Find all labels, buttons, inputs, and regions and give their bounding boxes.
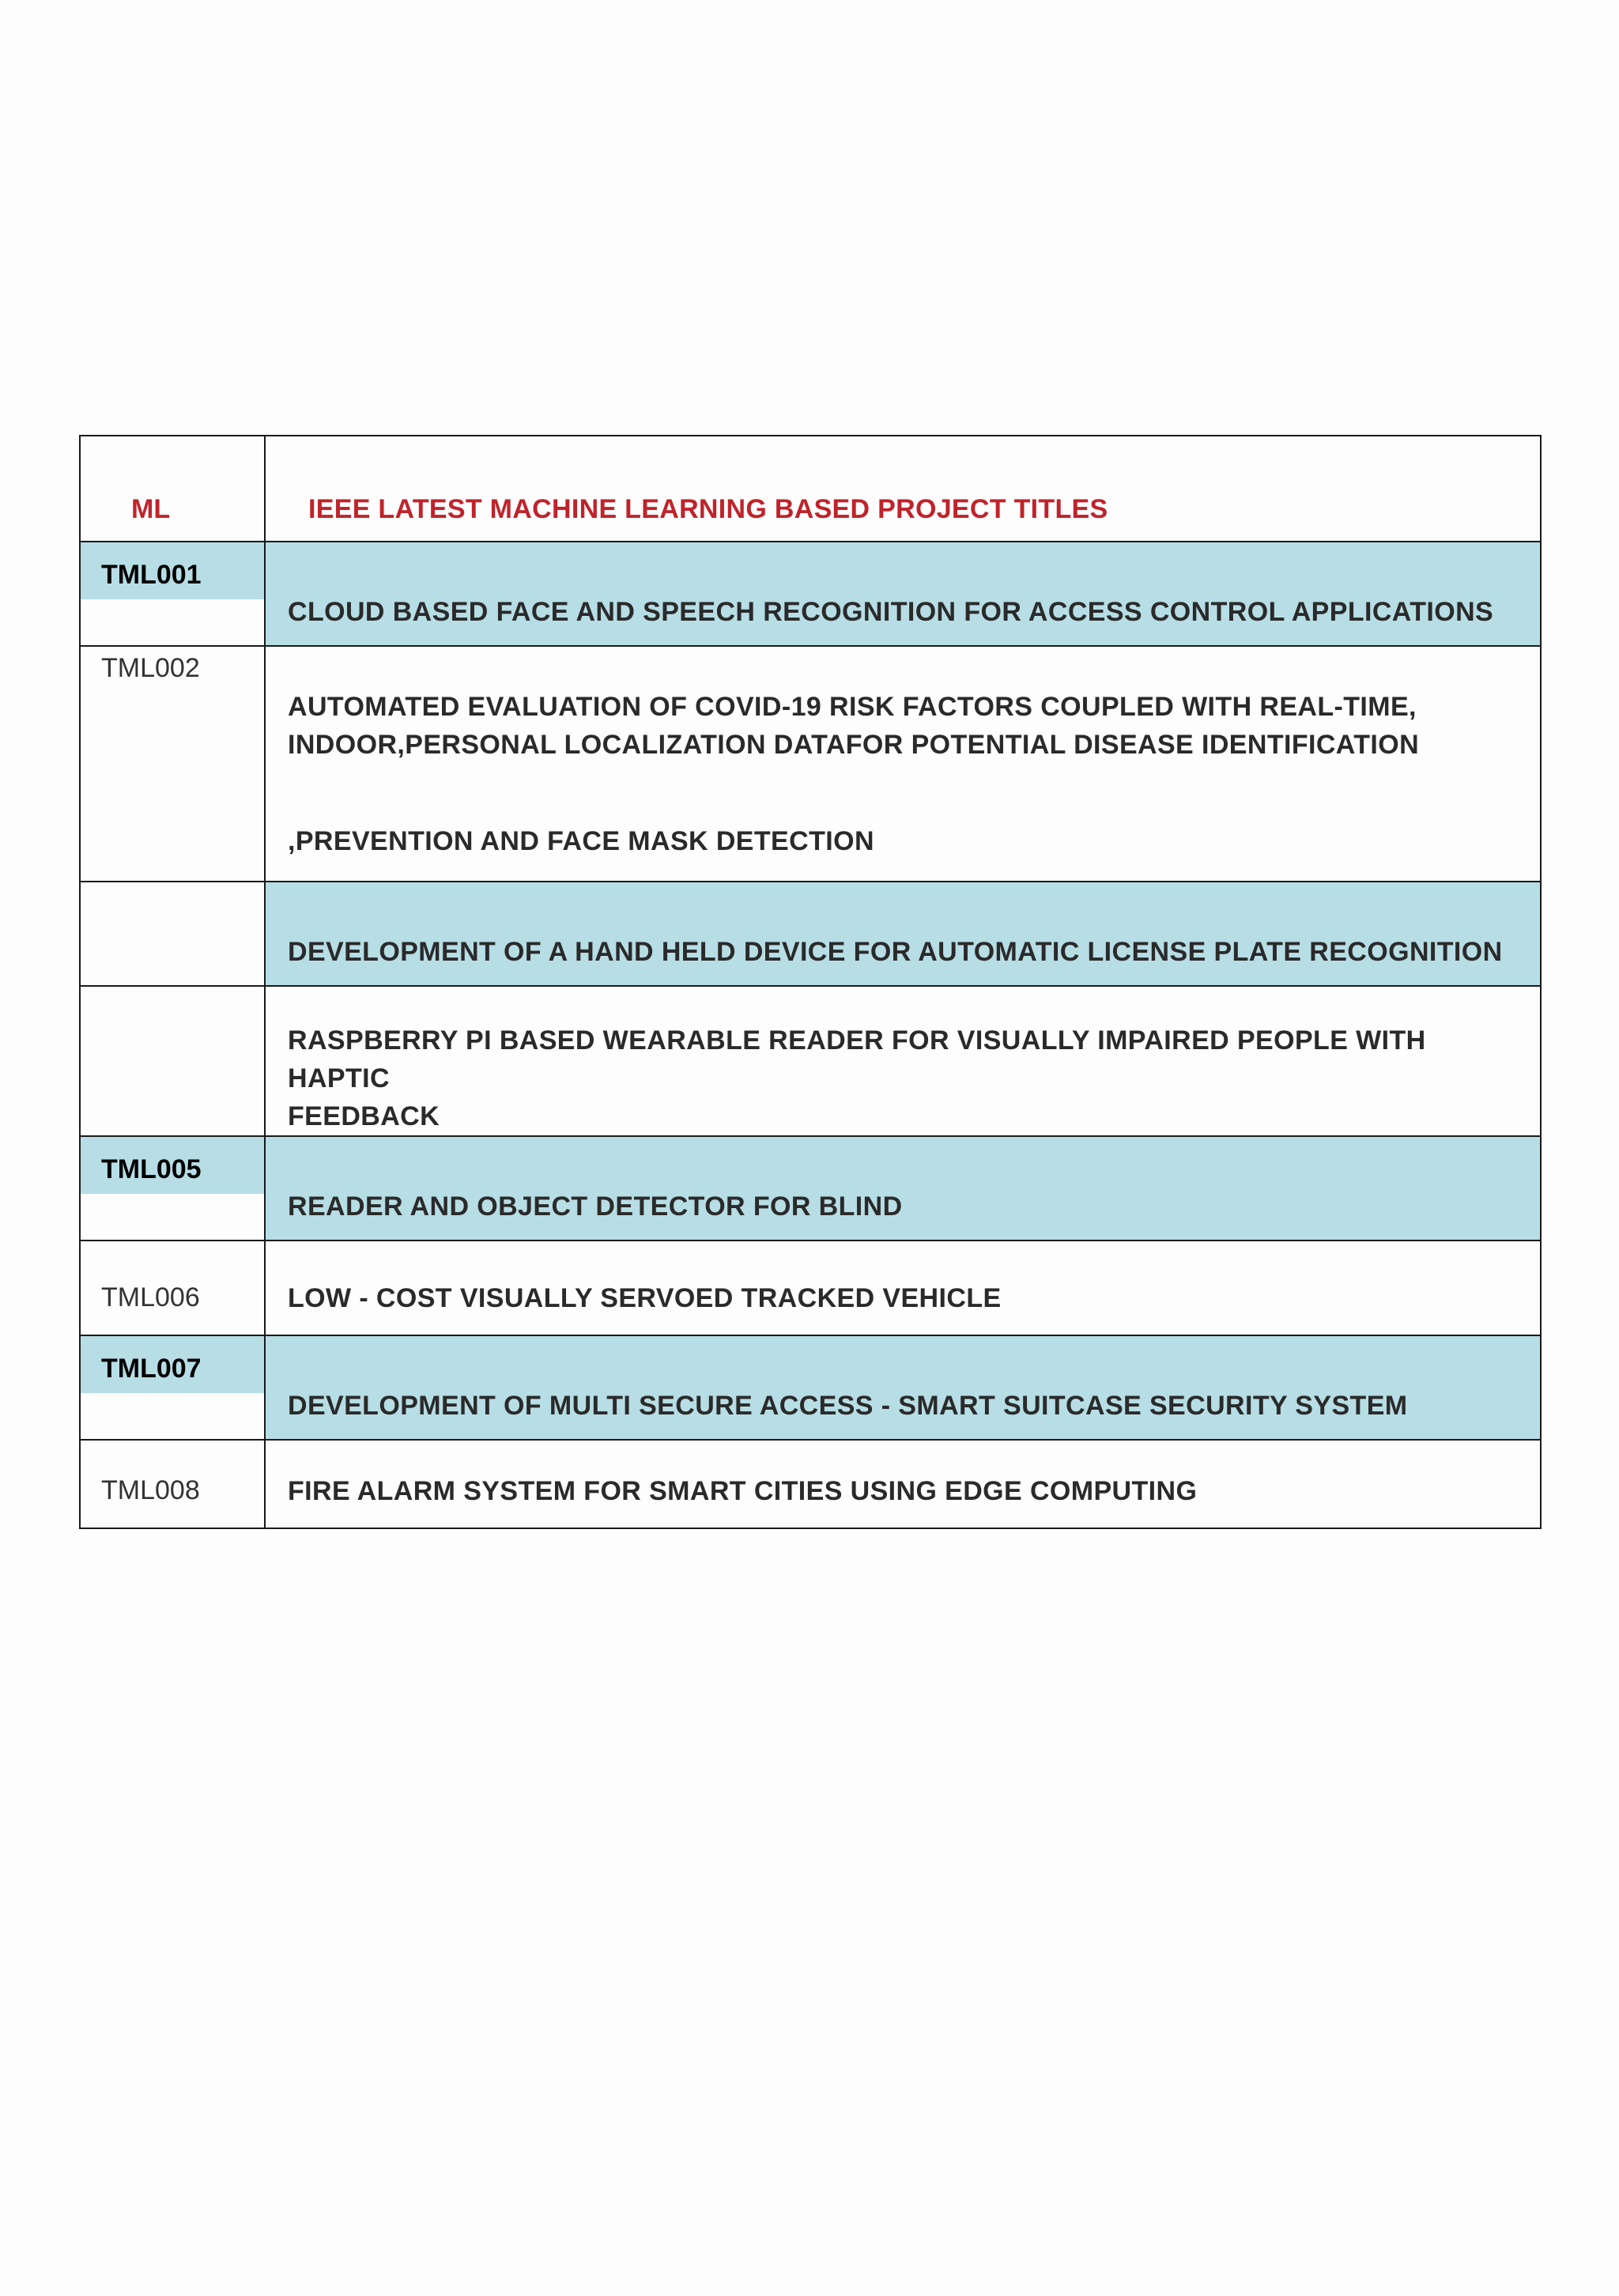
table-row: [80, 1136, 1541, 1241]
project-code: TML008: [101, 1475, 200, 1505]
project-code: TML002: [101, 653, 200, 683]
table-row: [80, 646, 1541, 882]
header-code-cell: [80, 436, 265, 542]
title-cell: [265, 1241, 1541, 1335]
code-cell: [80, 542, 265, 646]
project-code: TML001: [101, 560, 202, 590]
code-cell: [80, 1241, 265, 1335]
project-title: [288, 1472, 1505, 1510]
code-cell: [80, 1440, 265, 1528]
project-title: [288, 593, 1505, 631]
project-title: [288, 1279, 1505, 1317]
title-line: DEVELOPMENT OF MULTI SECURE ACCESS - SMART SUITCASE SECURITY SYSTEM: [288, 1391, 1408, 1421]
table-row: [80, 882, 1541, 986]
header-code: ML: [131, 494, 171, 524]
title-line: FIRE ALARM SYSTEM FOR SMART CITIES USING EDGE COMPUTING: [288, 1476, 1198, 1506]
title-cell: [265, 1136, 1541, 1241]
project-code: TML006: [101, 1282, 200, 1312]
project-title-continued: [288, 822, 1505, 860]
title-line: FEEDBACK: [288, 1101, 440, 1131]
title-cell: [265, 986, 1541, 1136]
code-cell: [80, 646, 265, 882]
project-title: [288, 688, 1505, 764]
code-cell: [80, 986, 265, 1136]
title-cell: [265, 882, 1541, 986]
project-code: TML007: [101, 1354, 202, 1384]
project-titles-table: [79, 435, 1542, 1529]
title-cell: [265, 646, 1541, 882]
project-title: [288, 933, 1505, 971]
header-title: IEEE LATEST MACHINE LEARNING BASED PROJECT TITLES: [308, 494, 1108, 524]
code-cell: [80, 882, 265, 986]
table-row: [80, 1335, 1541, 1440]
title-line: ,PREVENTION AND FACE MASK DETECTION: [288, 826, 874, 856]
code-cell: [80, 1335, 265, 1440]
table-header-row: [80, 436, 1541, 542]
title-cell: [265, 1440, 1541, 1528]
title-line: LOW - COST VISUALLY SERVOED TRACKED VEHICLE: [288, 1283, 1002, 1313]
title-line: CLOUD BASED FACE AND SPEECH RECOGNITION FOR ACCESS CONTROL APPLICATIONS: [288, 597, 1494, 627]
project-title: [288, 1021, 1505, 1135]
title-line: AUTOMATED EVALUATION OF COVID-19 RISK FACTORS COUPLED WITH REAL-TIME,: [288, 692, 1417, 722]
project-code: TML005: [101, 1154, 202, 1184]
project-title: [288, 1387, 1505, 1425]
title-line: INDOOR,PERSONAL LOCALIZATION DATAFOR POTENTIAL DISEASE IDENTIFICATION: [288, 730, 1420, 760]
table-row: [80, 986, 1541, 1136]
table-row: [80, 1241, 1541, 1335]
title-cell: [265, 1335, 1541, 1440]
table-row: [80, 542, 1541, 646]
title-line: DEVELOPMENT OF A HAND HELD DEVICE FOR AUTOMATIC LICENSE PLATE RECOGNITION: [288, 937, 1503, 967]
title-line: RASPBERRY PI BASED WEARABLE READER FOR VISUALLY IMPAIRED PEOPLE WITH HAPTIC: [288, 1025, 1426, 1093]
title-cell: [265, 542, 1541, 646]
project-title: [288, 1188, 1505, 1225]
header-title-cell: [265, 436, 1541, 542]
title-line: READER AND OBJECT DETECTOR FOR BLIND: [288, 1191, 903, 1222]
code-cell: [80, 1136, 265, 1241]
table-row: [80, 1440, 1541, 1528]
